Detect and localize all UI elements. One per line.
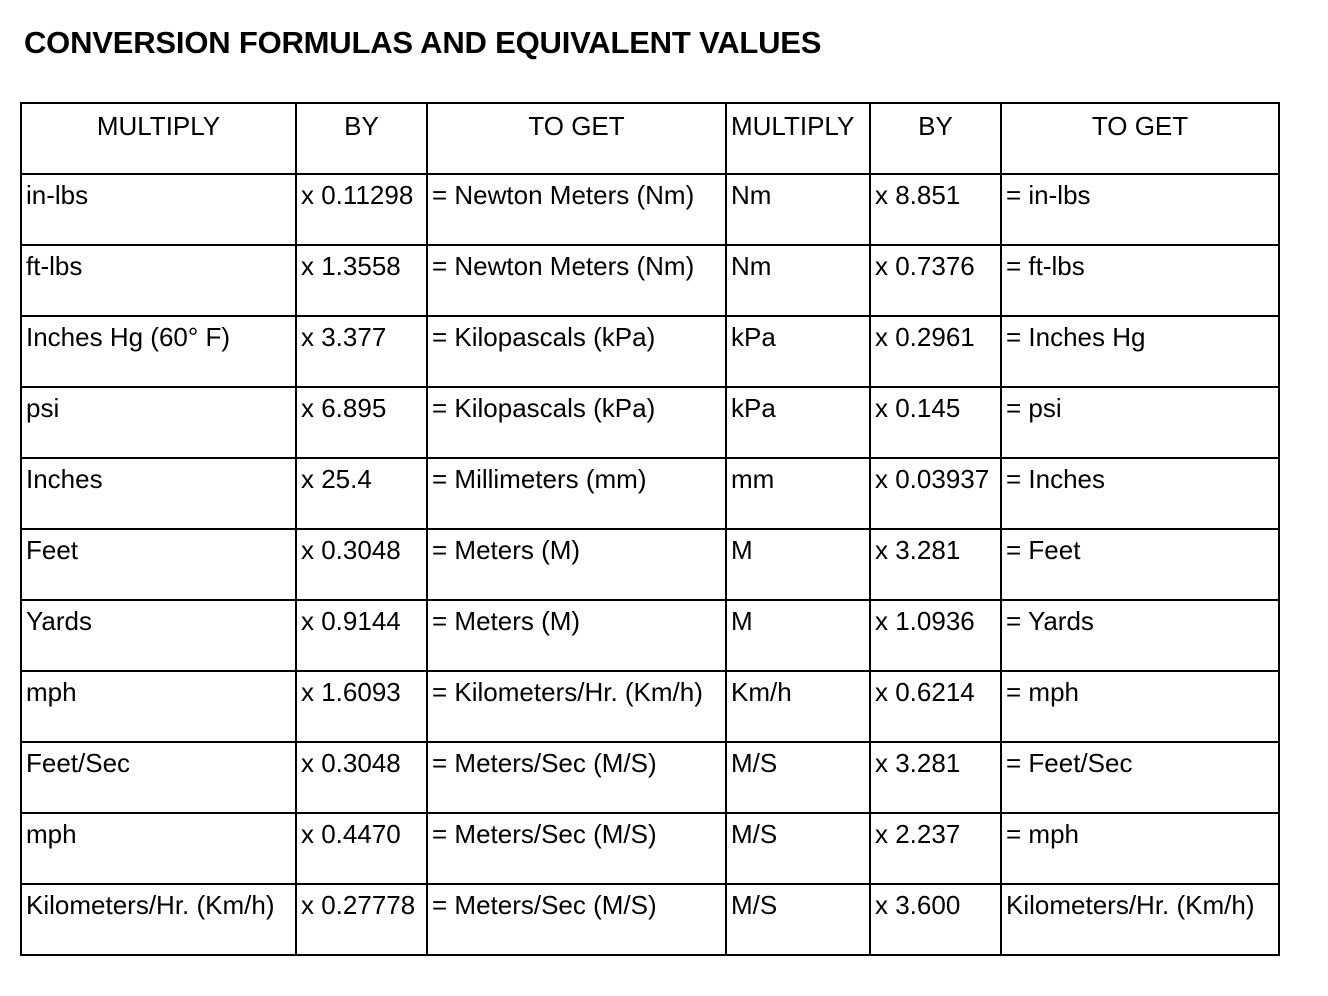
table-row: [21, 174, 1279, 245]
cell-multiply: in-lbs: [21, 174, 296, 245]
cell-multiply: Feet: [21, 529, 296, 600]
cell-by-reverse: x 0.6214: [870, 671, 1001, 742]
cell-to-get-reverse: = Yards: [1001, 600, 1279, 671]
cell-to-get: = Meters/Sec (M/S): [427, 884, 726, 955]
cell-to-get: = Meters (M): [427, 529, 726, 600]
table-row: [21, 813, 1279, 884]
cell-to-get: = Meters/Sec (M/S): [427, 813, 726, 884]
cell-to-get-reverse: = Feet: [1001, 529, 1279, 600]
cell-by: x 25.4: [296, 458, 427, 529]
cell-by: x 0.11298: [296, 174, 427, 245]
cell-to-get: = Kilometers/Hr. (Km/h): [427, 671, 726, 742]
cell-by: x 3.377: [296, 316, 427, 387]
cell-by: x 0.3048: [296, 742, 427, 813]
cell-to-get: = Kilopascals (kPa): [427, 316, 726, 387]
cell-by-reverse: x 0.03937: [870, 458, 1001, 529]
cell-to-get-reverse: = in-lbs: [1001, 174, 1279, 245]
table-row: [21, 316, 1279, 387]
header-row: [21, 103, 1279, 174]
cell-multiply: Yards: [21, 600, 296, 671]
cell-by-reverse: x 0.7376: [870, 245, 1001, 316]
page-title: CONVERSION FORMULAS AND EQUIVALENT VALUES: [24, 25, 822, 60]
cell-to-get-reverse: = mph: [1001, 671, 1279, 742]
cell-to-get-reverse: = ft-lbs: [1001, 245, 1279, 316]
cell-multiply: mph: [21, 671, 296, 742]
cell-to-get-reverse: Kilometers/Hr. (Km/h): [1001, 884, 1279, 955]
cell-multiply-reverse: mm: [726, 458, 870, 529]
header-multiply-reverse: MULTIPLY: [726, 103, 870, 174]
table-row: [21, 742, 1279, 813]
cell-by: x 0.9144: [296, 600, 427, 671]
cell-by-reverse: x 0.145: [870, 387, 1001, 458]
table-row: [21, 529, 1279, 600]
table-row: [21, 671, 1279, 742]
table-row: [21, 600, 1279, 671]
cell-to-get-reverse: = Inches: [1001, 458, 1279, 529]
cell-multiply-reverse: M: [726, 529, 870, 600]
cell-to-get: = Kilopascals (kPa): [427, 387, 726, 458]
cell-by-reverse: x 1.0936: [870, 600, 1001, 671]
cell-to-get: = Newton Meters (Nm): [427, 245, 726, 316]
cell-multiply: mph: [21, 813, 296, 884]
cell-multiply: psi: [21, 387, 296, 458]
cell-to-get-reverse: = Inches Hg: [1001, 316, 1279, 387]
cell-by-reverse: x 3.281: [870, 742, 1001, 813]
cell-multiply-reverse: kPa: [726, 316, 870, 387]
cell-multiply-reverse: M/S: [726, 884, 870, 955]
cell-by: x 0.3048: [296, 529, 427, 600]
cell-to-get: = Newton Meters (Nm): [427, 174, 726, 245]
cell-by-reverse: x 8.851: [870, 174, 1001, 245]
cell-multiply-reverse: kPa: [726, 387, 870, 458]
cell-multiply: ft-lbs: [21, 245, 296, 316]
cell-multiply: Inches: [21, 458, 296, 529]
table-row: [21, 387, 1279, 458]
cell-by: x 6.895: [296, 387, 427, 458]
cell-multiply: Inches Hg (60° F): [21, 316, 296, 387]
cell-by-reverse: x 2.237: [870, 813, 1001, 884]
cell-multiply-reverse: M/S: [726, 742, 870, 813]
cell-by-reverse: x 3.281: [870, 529, 1001, 600]
cell-multiply-reverse: Nm: [726, 245, 870, 316]
cell-multiply-reverse: M: [726, 600, 870, 671]
cell-to-get: = Meters (M): [427, 600, 726, 671]
cell-by: x 0.27778: [296, 884, 427, 955]
cell-to-get-reverse: = psi: [1001, 387, 1279, 458]
header-multiply: MULTIPLY: [21, 103, 296, 174]
cell-by: x 1.3558: [296, 245, 427, 316]
cell-multiply-reverse: Km/h: [726, 671, 870, 742]
cell-by: x 1.6093: [296, 671, 427, 742]
table-row: [21, 884, 1279, 955]
cell-to-get-reverse: = Feet/Sec: [1001, 742, 1279, 813]
header-by-reverse: BY: [870, 103, 1001, 174]
table-row: [21, 245, 1279, 316]
cell-multiply-reverse: M/S: [726, 813, 870, 884]
cell-by-reverse: x 3.600: [870, 884, 1001, 955]
cell-to-get: = Meters/Sec (M/S): [427, 742, 726, 813]
header-to-get: TO GET: [427, 103, 726, 174]
header-to-get-reverse: TO GET: [1001, 103, 1279, 174]
cell-to-get-reverse: = mph: [1001, 813, 1279, 884]
cell-multiply: Kilometers/Hr. (Km/h): [21, 884, 296, 955]
cell-by: x 0.4470: [296, 813, 427, 884]
cell-multiply: Feet/Sec: [21, 742, 296, 813]
conversion-table: [20, 102, 1280, 956]
header-by: BY: [296, 103, 427, 174]
cell-to-get: = Millimeters (mm): [427, 458, 726, 529]
table-row: [21, 458, 1279, 529]
cell-by-reverse: x 0.2961: [870, 316, 1001, 387]
cell-multiply-reverse: Nm: [726, 174, 870, 245]
